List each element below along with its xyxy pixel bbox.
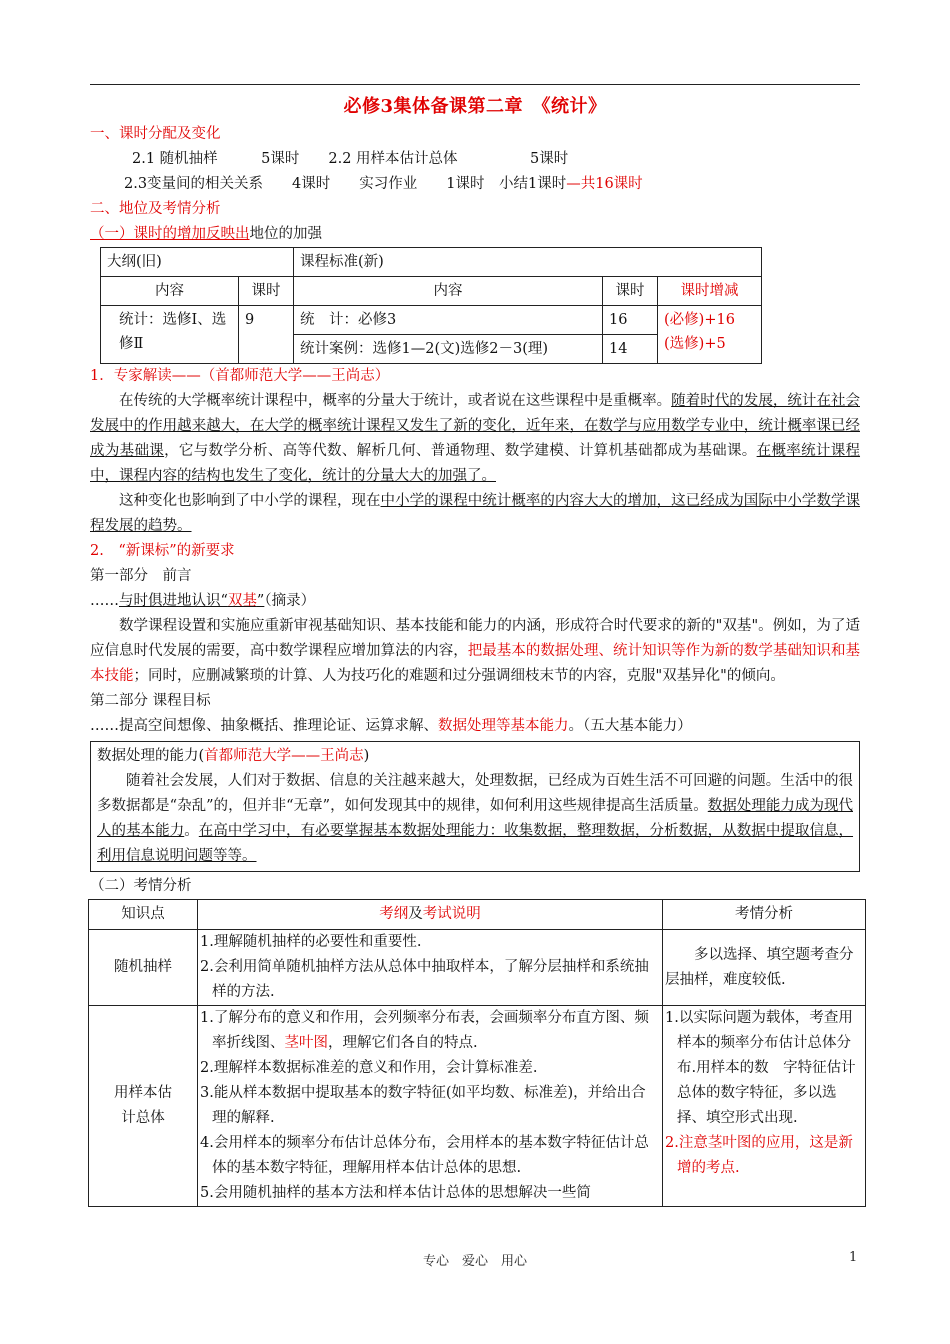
sample-estimate-analysis (663, 1006, 866, 1207)
list-item: 4.会用样本的频率分布估计总体分布，会用样本的基本数字特征估计总体的基本数字特征，理解用样本估计总体的思想. (200, 1135, 649, 1176)
requirements-list (200, 1006, 660, 1206)
exam-analysis-table (88, 899, 866, 1207)
topic-sample-estimate: 用样本估计总体 (89, 1006, 198, 1207)
excerpt-dots: …… (90, 593, 119, 609)
old-content-cell: 统计：选修Ⅰ、选修Ⅱ (101, 306, 239, 364)
expert-text-b: 随着时代的发展，统计在社会发展中的作用越来越大，在大学的概率统计课程又发生了新的变化，近年来，在数学与应用数学专业中，统计概率课已经成为基础课 (90, 393, 860, 459)
old-syllabus-header: 大纲(旧) (101, 248, 294, 277)
col-hours-new: 课时 (603, 277, 658, 306)
document-title: 必修3集体备课第二章 《统计》 (343, 96, 607, 117)
expert-text-a: 在传统的大学概率统计课程中，概率的分量大于统计，或者说在这些课程中是重概率。 (119, 393, 672, 409)
new-hours-row2: 14 (603, 335, 658, 364)
expert-paragraph-1 (90, 389, 860, 489)
hours-line-2 (90, 172, 860, 197)
new-standard-heading: 2. “新课标”的新要求 (90, 543, 235, 559)
requirements-list (200, 930, 660, 1005)
hours-line-1: 2.1 随机抽样 5课时 2.2 用样本估计总体 5课时 (132, 151, 569, 167)
topic-random-sampling: 随机抽样 (89, 930, 198, 1006)
section-1-heading: 一、课时分配及变化 (90, 126, 221, 142)
change-elective: (选修)+5 (664, 336, 726, 352)
table-row (101, 248, 762, 277)
header-req-b: 及 (408, 906, 423, 922)
double-basics-term: 双基 (227, 593, 257, 609)
expert-text-c: ，它与数学分析、高等代数、解析几何、普通物理、数学建模、计算机基础都成为基础课。 (164, 443, 757, 459)
double-basics-paragraph (90, 614, 860, 689)
list-item: 2.理解样本数据标准差的意义和作用，会计算标准差. (200, 1060, 538, 1076)
header-requirements (198, 900, 663, 930)
new-content-row2: 统计案例：选修1—2(文)选修2－3(理) (294, 335, 603, 364)
expert-heading: 1．专家解读——（首都师范大学——王尚志） (90, 368, 390, 384)
table-row (89, 900, 866, 930)
stem-leaf-term: 茎叶图 (284, 1035, 328, 1051)
list-item: 5.会用随机抽样的基本方法和样本估计总体的思想解决一些简 (200, 1185, 591, 1201)
random-sampling-analysis: 多以选择、填空题考查分层抽样，难度较低. (663, 930, 866, 1006)
new-standard-header: 课程标准(新) (294, 248, 762, 277)
table-row (89, 1006, 866, 1207)
box-title-source: 首都师范大学——王尚志 (204, 748, 364, 764)
document-page (90, 92, 860, 1207)
goals-line (90, 714, 860, 739)
box-title-c: ) (363, 748, 370, 764)
box-text-b: 数据处理能力成为现代人的基本能力 (97, 798, 853, 839)
new-content-row1: 统 计：必修3 (294, 306, 603, 335)
sample-estimate-requirements (198, 1006, 663, 1207)
db-text-b: 把最基本的数据处理、统计知识等作为新的数学基础知识和基本技能 (90, 643, 860, 684)
hours-line-2-text: 2.3变量间的相关关系 4课时 实习作业 1课时 小结1课时 (124, 176, 567, 192)
subsection-1-heading (90, 222, 860, 247)
item1-text-a: 1.了解分布的意义和作用，会列频率分布表，会画频率分布直方图、频率折线图、 (200, 1010, 649, 1051)
expert-paragraph-2 (90, 489, 860, 539)
new-hours-row1: 16 (603, 306, 658, 335)
header-analysis: 考情分析 (663, 900, 866, 930)
excerpt-text (119, 593, 264, 609)
section-2-heading: 二、地位及考情分析 (90, 201, 221, 217)
col-content-new: 内容 (294, 277, 603, 306)
col-content-old: 内容 (101, 277, 239, 306)
box-text-d: 在高中学习中，有必要掌握基本数据处理能力：收集数据，整理数据，分析数据，从数据中提取信息，利用信息说明问题等等。 (97, 823, 854, 864)
page-number: 1 (849, 1250, 858, 1265)
old-hours-cell: 9 (239, 306, 294, 364)
change-cell (658, 306, 762, 364)
expert-text-d: 在概率统计课程中，课程内容的结构也发生了变化，统计的分量大大的加强了。 (90, 443, 861, 484)
header-rule (90, 84, 860, 85)
header-topic: 知识点 (89, 900, 198, 930)
expert-text-e: 这种变化也影响到了中小学的课程，现在 (119, 493, 381, 509)
subsection-1-heading-rest: 地位的加强 (249, 226, 322, 242)
box-title-a: 数据处理的能力( (97, 748, 205, 764)
list-item: 2.注意茎叶图的应用，这是新增的考点. (665, 1135, 853, 1176)
change-required: (必修)+16 (664, 312, 735, 328)
box-text-a: 随着社会发展，人们对于数据、信息的关注越来越大，处理数据，已经成为百姓生活不可回避的问题。生活中的很多数据都是“杂乱”的，但并非“无章”，如何发现其中的规律，如何利用这些规律提高生活质量。 (97, 773, 853, 814)
item1-text-c: ，理解它们各自的特点. (328, 1035, 478, 1051)
header-req-a: 考纲 (379, 906, 409, 922)
goals-text-a: ……提高空间想像、抽象概括、推理论证、运算求解、 (90, 718, 438, 734)
subsection-1-heading-red: （一）课时的增加反映出 (90, 226, 250, 242)
hours-total: —共16课时 (566, 176, 643, 192)
excerpt-text-a: 与时俱进地认识“ (119, 593, 228, 609)
analysis-list (665, 1006, 863, 1181)
col-change: 课时增减 (658, 277, 762, 306)
db-text-a: 数学课程设置和实施应重新审视基础知识、基本技能和能力的内涵，形成符合时代要求的新的"双基"。例如，为了适应信息时代发展的需要，高中数学课程应增加算法的内容， (90, 618, 860, 659)
hours-comparison-table (100, 247, 762, 364)
goals-text-b: 数据处理等基本能力 (438, 718, 569, 734)
page-footer: 专心 爱心 用心 (422, 1254, 527, 1269)
db-text-c: ；同时，应删减繁琐的计算、人为技巧化的难题和过分强调细枝末节的内容，克服"双基异化"的倾向。 (133, 668, 785, 684)
box-text-c: 。 (184, 823, 199, 839)
table-row (89, 930, 866, 1006)
header-req-c: 考试说明 (422, 906, 481, 922)
part-2-heading: 第二部分 课程目标 (90, 693, 211, 709)
table-row (101, 277, 762, 306)
list-item (200, 1006, 660, 1056)
random-sampling-requirements (198, 930, 663, 1006)
list-item: 1.理解随机抽样的必要性和重要性. (200, 934, 422, 950)
double-basics-line (90, 589, 860, 614)
goals-text-c: 。（五大基本能力） (568, 718, 692, 734)
excerpt-quote-close: ” (256, 593, 265, 609)
list-item: 3.能从样本数据中提取基本的数字特征(如平均数、标准差)，并给出合理的解释. (200, 1085, 646, 1126)
exam-analysis-heading: （二）考情分析 (90, 878, 192, 894)
data-ability-box (90, 741, 860, 872)
excerpt-note: （摘录） (264, 593, 316, 609)
col-hours-old: 课时 (239, 277, 294, 306)
box-paragraph (97, 769, 853, 869)
list-item: 1.以实际问题为载体，考查用样本的频率分布估计总体分布.用样本的数 字特征估计总体的数字特征，多以选择、填空形式出现. (665, 1010, 856, 1126)
list-item: 2.会利用简单随机抽样方法从总体中抽取样本，了解分层抽样和系统抽样的方法. (200, 959, 649, 1000)
box-title (97, 744, 853, 769)
table-row (101, 306, 762, 335)
expert-text-f: 中小学的课程中统计概率的内容大大的增加，这已经成为国际中小学数学课程发展的趋势。 (90, 493, 861, 534)
part-1-heading: 第一部分 前言 (90, 568, 192, 584)
